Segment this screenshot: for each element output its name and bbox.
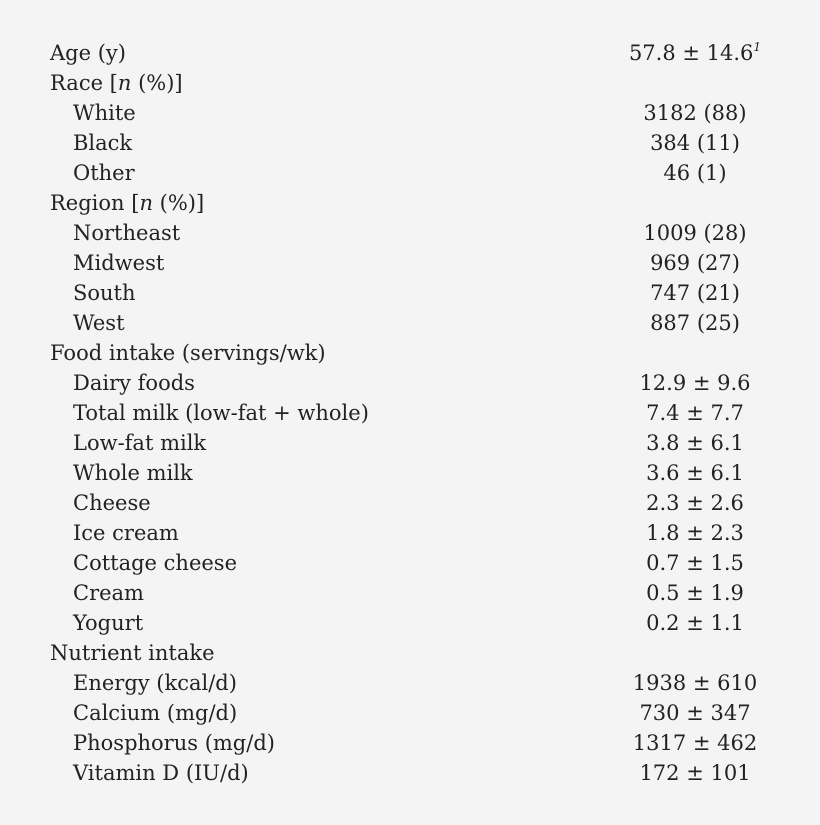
table-subrow <box>0 578 820 608</box>
row-value <box>620 278 770 308</box>
footnote-marker: 1 <box>753 40 762 54</box>
table-subrow <box>0 758 820 788</box>
row-label: Age (y) <box>50 41 126 65</box>
row-label: Whole milk <box>73 461 193 485</box>
row-label: Food intake (servings/wk) <box>50 341 326 365</box>
table-subrow <box>0 278 820 308</box>
table-subrow <box>0 728 820 758</box>
row-value-text: 172 ± 101 <box>639 761 751 785</box>
row-value <box>620 368 770 398</box>
table-section-row <box>0 188 820 218</box>
row-label: White <box>73 101 136 125</box>
table-subrow <box>0 428 820 458</box>
row-label: Total milk (low-fat + whole) <box>73 401 369 425</box>
row-label: Phosphorus (mg/d) <box>73 731 275 755</box>
table-subrow <box>0 668 820 698</box>
table-subrow <box>0 698 820 728</box>
row-value-text: 969 (27) <box>650 251 740 275</box>
row-value-text: 3.6 ± 6.1 <box>646 461 744 485</box>
table-subrow <box>0 548 820 578</box>
table-subrow <box>0 158 820 188</box>
row-value <box>620 548 770 578</box>
table-subrow <box>0 128 820 158</box>
row-value <box>620 608 770 638</box>
row-value-text: 1009 (28) <box>643 221 747 245</box>
row-value-text: 3.8 ± 6.1 <box>646 431 744 455</box>
row-label: Cottage cheese <box>73 551 238 575</box>
row-value <box>620 758 770 788</box>
row-value <box>620 98 770 128</box>
row-value <box>620 728 770 758</box>
table-section-row <box>0 638 820 668</box>
row-value-text: 57.8 ± 14.6 <box>628 41 754 65</box>
row-value-text: 46 (1) <box>663 161 727 185</box>
row-label: Midwest <box>73 251 165 275</box>
row-label: Low-fat milk <box>73 431 207 455</box>
table-subrow <box>0 368 820 398</box>
row-value <box>620 428 770 458</box>
row-value-text: 887 (25) <box>650 311 740 335</box>
row-value-text: 384 (11) <box>650 131 740 155</box>
table-section-row <box>0 38 820 68</box>
row-label: Nutrient intake <box>50 641 215 665</box>
table-subrow <box>0 608 820 638</box>
row-label: Race [n (%)] <box>50 71 183 95</box>
row-value <box>620 308 770 338</box>
row-label: Other <box>73 161 135 185</box>
table-subrow <box>0 98 820 128</box>
table-subrow <box>0 308 820 338</box>
row-value-text: 2.3 ± 2.6 <box>646 491 744 515</box>
row-value-text: 730 ± 347 <box>639 701 751 725</box>
row-label: Dairy foods <box>73 371 195 395</box>
row-value <box>620 398 770 428</box>
row-value-text: 12.9 ± 9.6 <box>639 371 751 395</box>
row-value <box>620 218 770 248</box>
row-value-text: 1.8 ± 2.3 <box>646 521 744 545</box>
row-value <box>620 128 770 158</box>
row-value-text: 0.2 ± 1.1 <box>646 611 744 635</box>
table-subrow <box>0 398 820 428</box>
row-value <box>620 248 770 278</box>
row-label: Northeast <box>73 221 181 245</box>
row-label: Region [n (%)] <box>50 191 205 215</box>
row-value <box>620 158 770 188</box>
row-value-text: 747 (21) <box>650 281 740 305</box>
row-value-text: 7.4 ± 7.7 <box>646 401 744 425</box>
row-value <box>620 38 770 68</box>
row-label: Calcium (mg/d) <box>73 701 238 725</box>
row-label: Yogurt <box>73 611 144 635</box>
row-value <box>620 518 770 548</box>
row-value-text: 0.7 ± 1.5 <box>646 551 744 575</box>
table-subrow <box>0 218 820 248</box>
table-section-row <box>0 68 820 98</box>
row-value-text: 1938 ± 610 <box>632 671 758 695</box>
characteristics-table <box>0 38 820 788</box>
row-label: Ice cream <box>73 521 179 545</box>
row-label: South <box>73 281 136 305</box>
row-label: Black <box>73 131 133 155</box>
table-subrow <box>0 488 820 518</box>
row-value <box>620 668 770 698</box>
table-subrow <box>0 458 820 488</box>
table-subrow <box>0 248 820 278</box>
row-value-text: 1317 ± 462 <box>632 731 758 755</box>
row-label: Energy (kcal/d) <box>73 671 237 695</box>
row-label: West <box>73 311 125 335</box>
row-label: Vitamin D (IU/d) <box>73 761 249 785</box>
table-subrow <box>0 518 820 548</box>
row-value <box>620 488 770 518</box>
table-section-row <box>0 338 820 368</box>
row-value-text: 0.5 ± 1.9 <box>646 581 744 605</box>
row-value-text: 3182 (88) <box>643 101 747 125</box>
row-value <box>620 698 770 728</box>
row-label: Cream <box>73 581 144 605</box>
row-value <box>620 578 770 608</box>
row-value <box>620 458 770 488</box>
row-label: Cheese <box>73 491 151 515</box>
